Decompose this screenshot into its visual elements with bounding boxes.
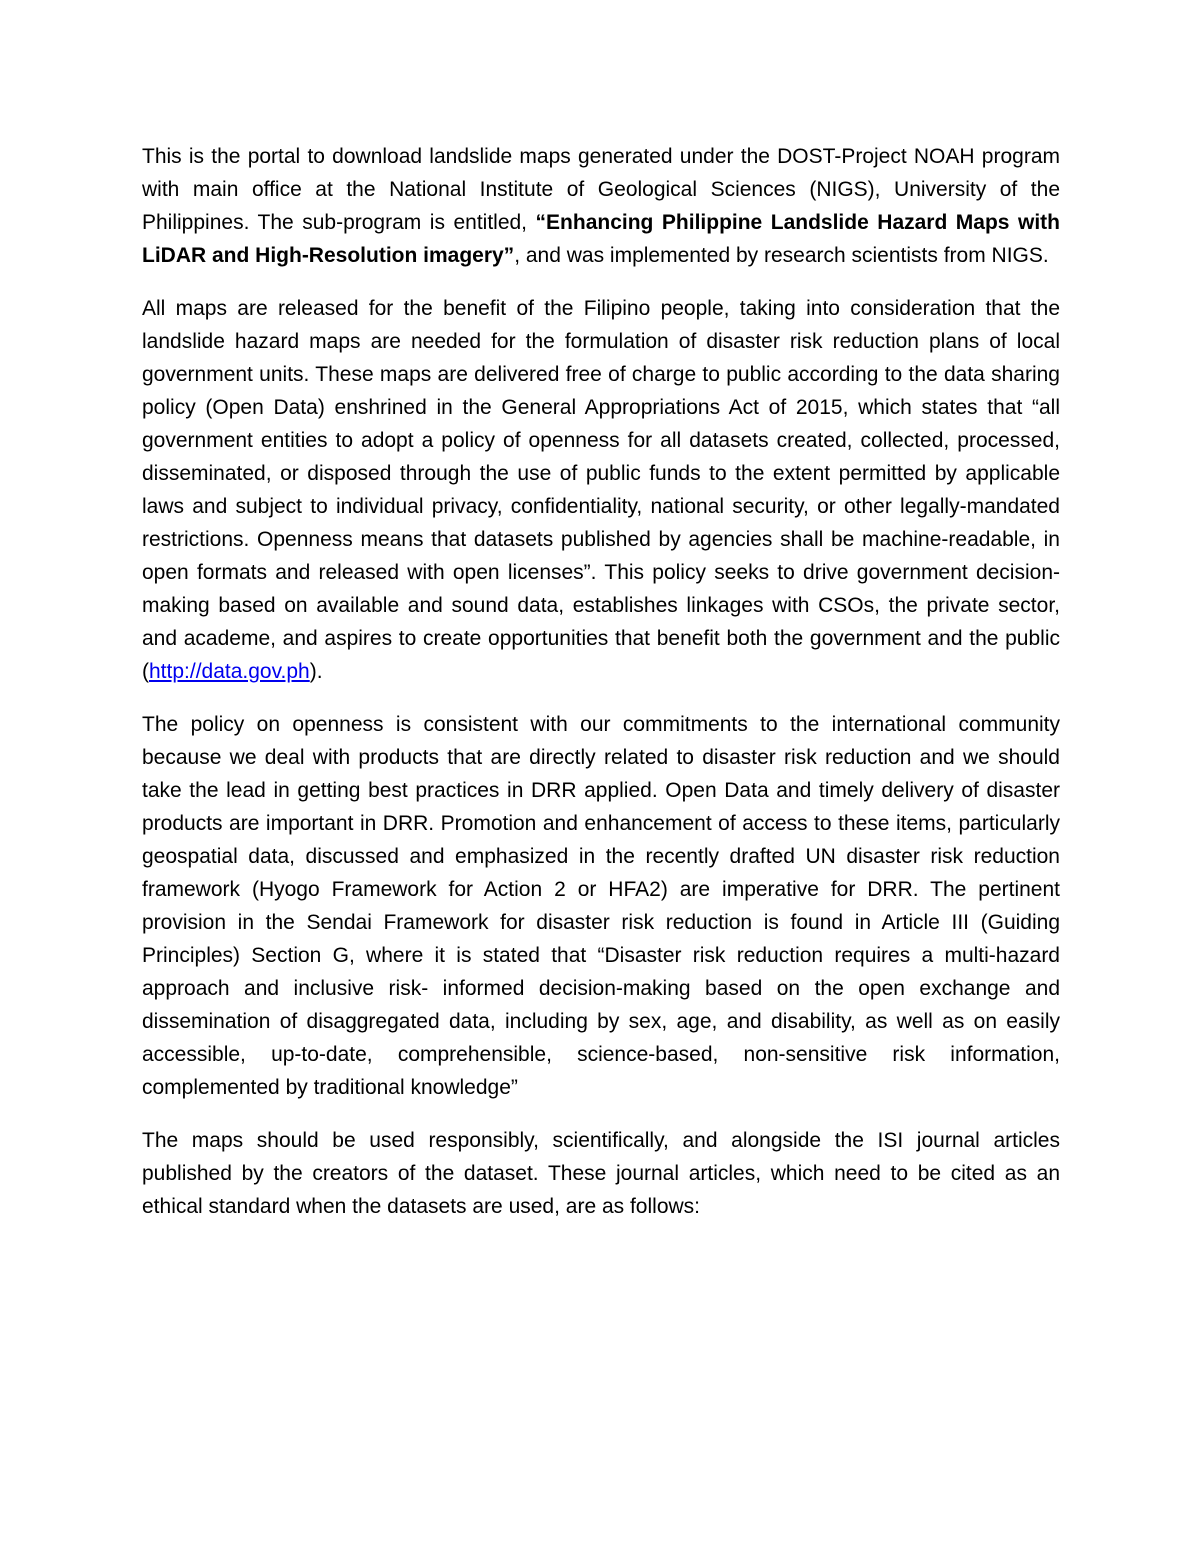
paragraph-responsible-use: The maps should be used responsibly, scientifically, and alongside the ISI journal articles published by the creators of the dataset. These journal articles, which need to be cited as an ethical standard when the datasets are used, are as follows:	[142, 1129, 1060, 1218]
document-body	[142, 140, 1060, 1243]
policy-text: All maps are released for the benefit of the Filipino people, taking into consideration that the landslide hazard maps are needed for the formulation of disaster risk reduction plans of local government units. These maps are delivered free of charge to public according to the data sharing policy (Open Data) enshrined in the General Appropriations Act of 2015, which states that “all government entities to adopt a policy of openness for all datasets created, collected, processed, disseminated, or disposed through the use of public funds to the extent permitted by applicable laws and subject to individual privacy, confidentiality, national security, or other legally-mandated restrictions. Openness means that datasets published by agencies shall be machine-readable, in open formats and released with open licenses”. This policy seeks to drive government decision-making based on available and sound data, establishes linkages with CSOs, the private sector, and academe, and aspires to create opportunities that benefit both the government and the public (	[142, 297, 1060, 683]
policy-text-end: ).	[309, 660, 323, 683]
paragraph-international-commitments: The policy on openness is consistent with our commitments to the international community because we deal with products that are directly related to disaster risk reduction and we should take the lead in getting best practices in DRR applied. Open Data and timely delivery of disaster products are important in DRR. Promotion and enhancement of access to these items, particularly geospatial data, discussed and emphasized in the recently drafted UN disaster risk reduction framework (Hyogo Framework for Action 2 or HFA2) are imperative for DRR. The pertinent provision in the Sendai Framework for disaster risk reduction is found in Article III (Guiding Principles) Section G, where it is stated that “Disaster risk reduction requires a multi-hazard approach and inclusive risk- informed decision-making based on the open exchange and dissemination of disaggregated data, including by sex, age, and disability, as well as on easily accessible, up-to-date, comprehensible, science-based, non-sensitive risk information, complemented by traditional knowledge”	[142, 713, 1060, 1099]
intro-text: This is the portal to download landslide maps generated under the DOST-Project NOAH program with main office at the National Institute of Geological Sciences (NIGS), University of the Philippines. The sub-program is entitled,	[142, 145, 1060, 234]
intro-text-end: , and was implemented by research scientists from NIGS.	[514, 244, 1049, 267]
data-gov-ph-link[interactable]: http://data.gov.ph	[149, 660, 310, 683]
sub-program-title: “Enhancing Philippine Landslide Hazard Maps with LiDAR and High-Resolution imagery”	[142, 211, 1060, 267]
paragraph-portal-intro	[142, 140, 1060, 272]
paragraph-open-data-policy	[142, 292, 1060, 688]
